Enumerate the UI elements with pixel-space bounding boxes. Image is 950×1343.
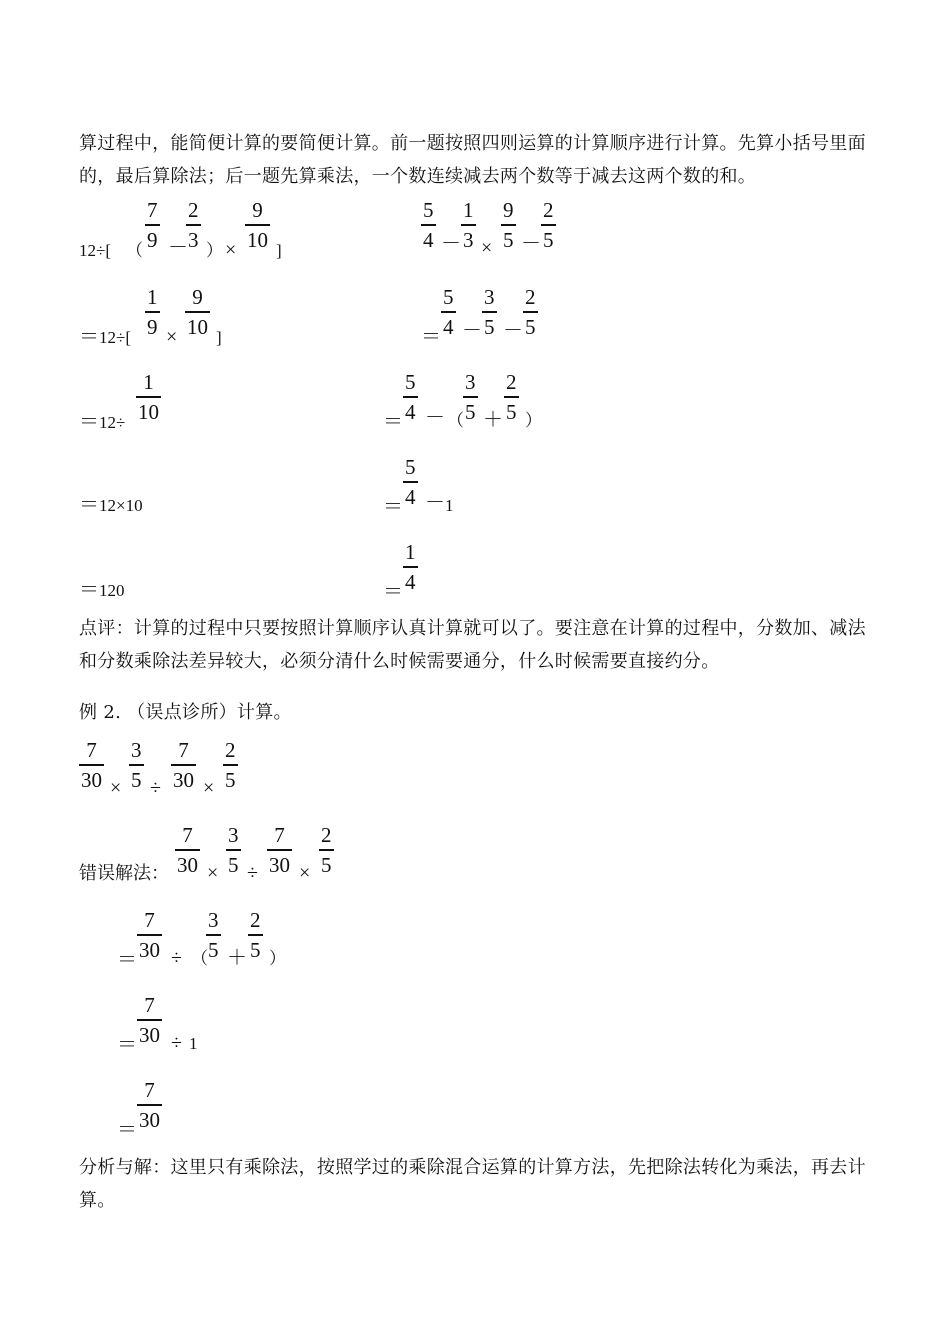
numerator: 7 — [144, 1078, 155, 1102]
minus-sign: － — [425, 492, 445, 514]
numerator: 7 — [147, 198, 158, 222]
fraction-2-3 — [186, 200, 201, 251]
fraction-7-30 — [137, 910, 162, 961]
denominator: 30 — [269, 852, 290, 877]
fraction-2-5 — [523, 287, 538, 338]
divide-sign: ÷ — [171, 947, 182, 969]
divide-sign: ÷ — [150, 777, 161, 799]
fraction-7-30 — [79, 740, 104, 791]
denominator: 4 — [405, 569, 416, 594]
fraction-3-5 — [226, 825, 241, 876]
numerator: 7 — [182, 823, 193, 847]
numerator: 9 — [503, 198, 514, 222]
times-sign: × — [207, 862, 219, 884]
fraction-7-30 — [267, 825, 292, 876]
numerator: 7 — [274, 823, 285, 847]
numerator: 3 — [484, 285, 495, 309]
times-sign: × — [203, 777, 215, 799]
example-title: 例 2. （误点诊所）计算。 — [79, 702, 292, 723]
step-value: 1 — [189, 1034, 198, 1053]
intro-paragraph: 算过程中，能简便计算的要简便计算。前一题按照四则运算的计算顺序进行计算。先算小括号里面的，最后算除法；后一题先算乘法，一个数连续减去两个数等于减去这两个数的和。 — [79, 133, 866, 187]
left-paren: （ — [126, 241, 143, 260]
minus-sign: － — [503, 320, 523, 342]
fraction-9-10 — [245, 200, 270, 251]
equals-sign: ＝ — [117, 949, 137, 971]
numerator: 5 — [405, 455, 416, 479]
equals-sign: ＝ — [421, 326, 441, 348]
denominator: 4 — [405, 399, 416, 424]
numerator: 9 — [252, 198, 263, 222]
analysis-paragraph: 分析与解：这里只有乘除法，按照学过的乘除混合运算的计算方法，先把除法转化为乘法，再去计算。 — [79, 1157, 866, 1211]
minus-sign: － — [425, 407, 445, 429]
numerator: 3 — [131, 738, 142, 762]
plus-sign: ＋ — [483, 409, 503, 431]
fraction-2-5 — [223, 740, 238, 791]
fraction-5-4 — [403, 457, 418, 508]
fraction-1-10 — [136, 372, 161, 423]
fraction-1-3 — [461, 200, 476, 251]
wrong-solution-label: 错误解法： — [79, 863, 169, 884]
denominator: 5 — [543, 227, 554, 252]
step-value: 1 — [445, 496, 454, 515]
denominator: 10 — [138, 399, 159, 424]
numerator: 1 — [405, 540, 416, 564]
numerator: 1 — [143, 370, 154, 394]
numerator: 2 — [506, 370, 517, 394]
minus-sign: － — [521, 233, 541, 255]
fraction-3-5 — [129, 740, 144, 791]
fraction-1-9 — [145, 287, 160, 338]
divide-sign: ÷ — [171, 1032, 182, 1054]
times-sign: × — [299, 862, 311, 884]
times-sign: × — [166, 326, 178, 348]
fraction-5-4 — [441, 287, 456, 338]
fraction-3-5 — [482, 287, 497, 338]
denominator: 5 — [250, 937, 261, 962]
denominator: 3 — [188, 227, 199, 252]
fraction-7-30 — [175, 825, 200, 876]
equals-sign: ＝ — [383, 581, 403, 603]
denominator: 5 — [228, 852, 239, 877]
numerator: 7 — [144, 908, 155, 932]
fraction-7-30 — [137, 995, 162, 1046]
fraction-1-4 — [403, 542, 418, 593]
denominator: 10 — [247, 227, 268, 252]
numerator: 3 — [228, 823, 239, 847]
equals-sign: ＝ — [383, 496, 403, 518]
denominator: 5 — [525, 314, 536, 339]
numerator: 7 — [86, 738, 97, 762]
denominator: 30 — [173, 767, 194, 792]
equals-sign: ＝ — [79, 411, 99, 433]
equals-sign: ＝ — [117, 1034, 137, 1056]
denominator: 5 — [208, 937, 219, 962]
denominator: 4 — [423, 227, 434, 252]
denominator: 4 — [405, 484, 416, 509]
fraction-5-4 — [403, 372, 418, 423]
fraction-2-5 — [541, 200, 556, 251]
step-prefix: 12÷ — [99, 413, 126, 432]
numerator: 7 — [144, 993, 155, 1017]
denominator: 5 — [321, 852, 332, 877]
step-value: 12×10 — [99, 496, 143, 515]
right-paren: ） — [269, 949, 286, 968]
numerator: 5 — [443, 285, 454, 309]
equals-sign: ＝ — [79, 494, 99, 516]
equals-sign: ＝ — [383, 411, 403, 433]
numerator: 5 — [405, 370, 416, 394]
equals-sign: ＝ — [79, 326, 99, 348]
step-prefix: 12÷[ — [79, 241, 111, 260]
left-paren: （ — [447, 411, 464, 430]
numerator: 2 — [543, 198, 554, 222]
fraction-9-5 — [501, 200, 516, 251]
plus-sign: ＋ — [227, 947, 247, 969]
denominator: 9 — [147, 314, 158, 339]
minus-sign: － — [441, 233, 461, 255]
numerator: 5 — [423, 198, 434, 222]
denominator: 30 — [81, 767, 102, 792]
denominator: 30 — [139, 937, 160, 962]
denominator: 30 — [139, 1022, 160, 1047]
denominator: 5 — [484, 314, 495, 339]
denominator: 5 — [506, 399, 517, 424]
left-paren: （ — [191, 949, 208, 968]
fraction-7-30 — [137, 1080, 162, 1131]
numerator: 9 — [192, 285, 203, 309]
times-sign: × — [110, 777, 122, 799]
numerator: 2 — [250, 908, 261, 932]
fraction-3-5 — [463, 372, 478, 423]
fraction-3-5 — [206, 910, 221, 961]
denominator: 5 — [225, 767, 236, 792]
minus-sign: － — [168, 237, 188, 259]
divide-sign: ÷ — [247, 862, 258, 884]
times-sign: × — [481, 237, 493, 259]
fraction-7-9 — [145, 200, 160, 251]
comment-paragraph: 点评：计算的过程中只要按照计算顺序认真计算就可以了。要注意在计算的过程中，分数加、减法和分数乘除法差异较大，必须分清什么时候需要通分，什么时候需要直接约分。 — [79, 618, 866, 672]
fraction-2-5 — [319, 825, 334, 876]
numerator: 2 — [321, 823, 332, 847]
numerator: 2 — [525, 285, 536, 309]
right-bracket: ] — [276, 241, 282, 260]
numerator: 2 — [188, 198, 199, 222]
fraction-2-5 — [504, 372, 519, 423]
equals-sign: ＝ — [79, 579, 99, 601]
denominator: 5 — [503, 227, 514, 252]
minus-sign: － — [462, 320, 482, 342]
denominator: 5 — [465, 399, 476, 424]
right-paren: ） — [206, 241, 223, 260]
denominator: 4 — [443, 314, 454, 339]
right-paren: ） — [525, 411, 542, 430]
numerator: 3 — [465, 370, 476, 394]
denominator: 9 — [147, 227, 158, 252]
numerator: 7 — [178, 738, 189, 762]
numerator: 1 — [147, 285, 158, 309]
fraction-7-30 — [171, 740, 196, 791]
denominator: 10 — [187, 314, 208, 339]
fraction-9-10 — [185, 287, 210, 338]
step-value: 120 — [99, 581, 125, 600]
times-sign: × — [225, 239, 237, 261]
numerator: 3 — [208, 908, 219, 932]
right-bracket: ] — [216, 328, 222, 347]
fraction-2-5 — [248, 910, 263, 961]
denominator: 5 — [131, 767, 142, 792]
equals-sign: ＝ — [117, 1119, 137, 1141]
denominator: 3 — [463, 227, 474, 252]
step-prefix: 12÷[ — [99, 328, 131, 347]
numerator: 1 — [463, 198, 474, 222]
denominator: 30 — [139, 1107, 160, 1132]
fraction-5-4 — [421, 200, 436, 251]
numerator: 2 — [225, 738, 236, 762]
denominator: 30 — [177, 852, 198, 877]
